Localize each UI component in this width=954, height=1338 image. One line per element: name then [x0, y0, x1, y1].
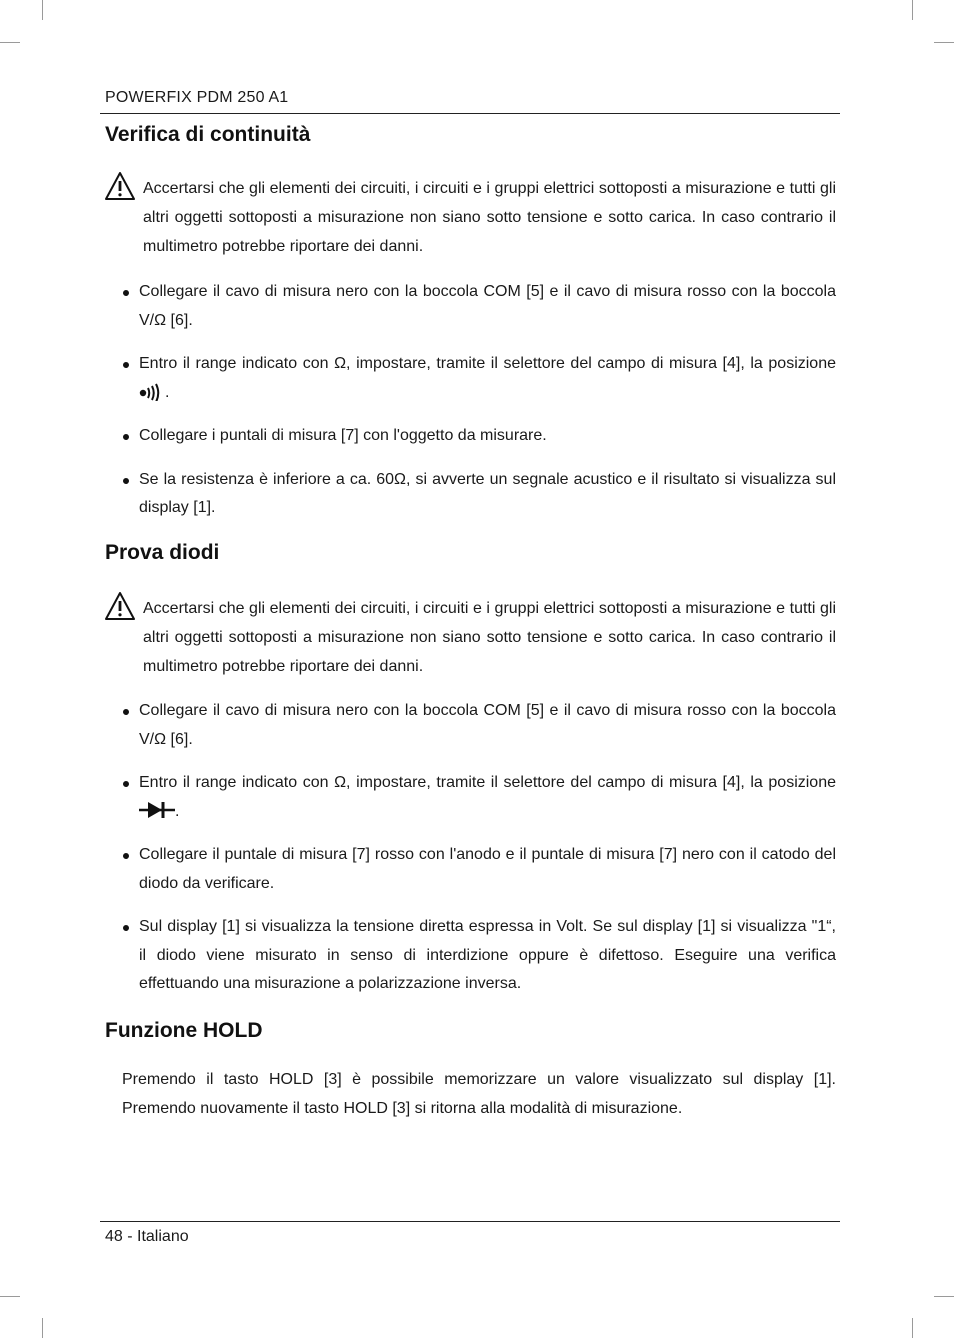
list-item-text: Sul display [1] si visualizza la tensione diretta espressa in Volt. Se sul display [1] si visualizza "1“, il diodo viene misurato in senso di interdizione oppure è difettoso. Eseguire una verifica effettuando una misurazione a polarizzazione inversa.	[139, 918, 836, 992]
list-item-text: Collegare il puntale di misura [7] rosso con l'anodo e il puntale di misura [7] nero con il catodo del diodo da verificare.	[139, 846, 836, 892]
warning-triangle-icon	[104, 171, 136, 201]
warning-text: Accertarsi che gli elementi dei circuiti, i circuiti e i gruppi elettrici sottoposti a misurazione e tutti gli altri oggetti sottoposti a misurazione non siano sotto tensione e sotto carica. In caso contrario il multimetro potrebbe riportare dei danni.	[143, 180, 836, 255]
list-item-text: Entro il range indicato con Ω, impostare, tramite il selettore del campo di misura [4], la posizione	[139, 774, 836, 791]
warning-text: Accertarsi che gli elementi dei circuiti, i circuiti e i gruppi elettrici sottoposti a misurazione e tutti gli altri oggetti sottoposti a misurazione non siano sotto tensione e sotto carica. In caso contrario il multimetro potrebbe riportare dei danni.	[143, 600, 836, 675]
crop-mark	[0, 42, 20, 43]
page-header-title: POWERFIX PDM 250 A1	[105, 89, 289, 106]
list-item-text: Collegare il cavo di misura nero con la boccola COM [5] e il cavo di misura rosso con la boccola V/Ω [6].	[139, 283, 836, 329]
list-item	[120, 350, 836, 407]
list-item	[120, 769, 836, 826]
footer-rule	[100, 1221, 840, 1222]
hold-paragraph: Premendo il tasto HOLD [3] è possibile memorizzare un valore visualizzato sul display [1]. Premendo nuovamente il tasto HOLD [3] si ritorna alla modalità di misurazione.	[122, 1071, 836, 1117]
bullet-dot	[123, 290, 129, 296]
diode-icon	[139, 800, 175, 820]
bullet-list-diode	[120, 697, 836, 999]
bullet-dot	[123, 925, 129, 931]
continuity-buzzer-icon	[139, 383, 165, 401]
bullet-dot	[123, 781, 129, 787]
period: .	[175, 802, 180, 820]
crop-mark	[934, 42, 954, 43]
list-item	[120, 913, 836, 999]
list-item	[120, 278, 836, 335]
section-heading-hold: Funzione HOLD	[105, 1019, 263, 1042]
crop-mark	[912, 1318, 913, 1338]
section-heading-continuity: Verifica di continuità	[105, 123, 311, 146]
crop-mark	[912, 0, 913, 20]
bullet-dot	[123, 478, 129, 484]
bullet-dot	[123, 362, 129, 368]
crop-mark	[42, 0, 43, 20]
warning-block-diode	[104, 594, 836, 681]
list-item	[120, 466, 836, 523]
bullet-dot	[123, 434, 129, 440]
list-item-text: Entro il range indicato con Ω, impostare, tramite il selettore del campo di misura [4], la posizione	[139, 355, 836, 372]
list-item-text: Collegare il cavo di misura nero con la boccola COM [5] e il cavo di misura rosso con la boccola V/Ω [6].	[139, 702, 836, 748]
section-heading-diode: Prova diodi	[105, 541, 220, 564]
header-rule	[100, 113, 840, 114]
list-item	[120, 422, 836, 451]
warning-triangle-icon	[104, 591, 136, 621]
list-item-text: Se la resistenza è inferiore a ca. 60Ω, si avverte un segnale acustico e il risultato si visualizza sul display [1].	[139, 470, 836, 516]
list-item	[120, 841, 836, 898]
list-item-text: Collegare i puntali di misura [7] con l'oggetto da misurare.	[139, 427, 547, 444]
list-item	[120, 697, 836, 754]
warning-block-continuity	[104, 174, 836, 261]
page-footer-label: 48 - Italiano	[105, 1228, 189, 1245]
crop-mark	[934, 1296, 954, 1297]
bullet-dot	[123, 709, 129, 715]
crop-mark	[42, 1318, 43, 1338]
bullet-list-continuity	[120, 278, 836, 523]
bullet-dot	[123, 853, 129, 859]
crop-mark	[0, 1296, 20, 1297]
period: .	[165, 383, 170, 401]
